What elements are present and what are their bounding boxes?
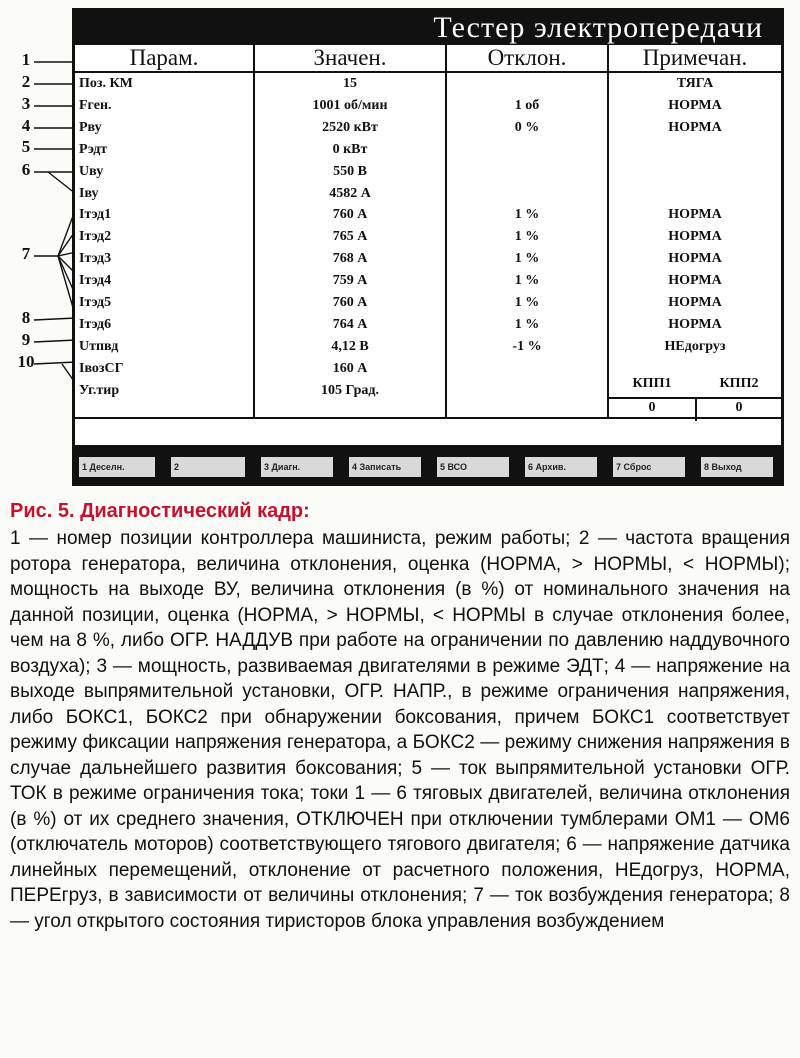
param-cell: Iву xyxy=(79,185,99,201)
value-cell: 760 А xyxy=(332,207,368,223)
param-cell: Iтэд2 xyxy=(79,229,112,245)
param-cell: Iтэд6 xyxy=(79,316,112,332)
note-cell: ТЯГА xyxy=(676,76,714,91)
function-key-6[interactable]: 6 Архив. xyxy=(525,457,597,477)
deviation-cell xyxy=(447,139,607,161)
column-header-row xyxy=(75,45,781,73)
note-cell xyxy=(609,139,781,161)
note-cell xyxy=(609,161,781,183)
param-cell: Iтэд5 xyxy=(79,295,112,310)
deviation-cell: -1 % xyxy=(512,338,542,354)
function-key-8[interactable]: 8 Выход xyxy=(701,457,773,477)
deviation-cell xyxy=(447,358,607,380)
note-cell: НОРМА xyxy=(668,229,722,245)
deviation-cell xyxy=(447,183,607,205)
value-cell: 550 В xyxy=(333,163,367,179)
deviation-cell: 1 % xyxy=(514,273,540,289)
deviation-cell: 1 % xyxy=(514,316,540,332)
callout-number: 9 xyxy=(21,330,31,349)
value-cell: 759 А xyxy=(332,273,368,289)
callout-number: 6 xyxy=(21,160,31,179)
header-deviation: Отклон. xyxy=(487,45,567,70)
kpp2-label: КПП2 xyxy=(719,376,759,391)
param-cell: Iтэд4 xyxy=(79,273,112,289)
note-cell: НОРМА xyxy=(668,119,722,135)
note-cell: НОРМА xyxy=(668,273,722,289)
figure-caption-title: Рис. 5. Диагностический кадр: xyxy=(10,500,310,522)
callout-number: 8 xyxy=(21,308,31,327)
param-cell: Уг.тир xyxy=(79,382,120,398)
deviation-cell: 1 % xyxy=(514,207,540,223)
note-cell: НОРМА xyxy=(668,207,722,223)
header-param: Парам. xyxy=(129,45,199,70)
param-cell: IвозСГ xyxy=(79,360,124,376)
note-cell: НОРМА xyxy=(668,316,722,332)
deviation-cell: 0 % xyxy=(514,119,540,135)
header-note: Примечан. xyxy=(642,45,748,70)
note-cell: НОРМА xyxy=(668,97,722,113)
value-cell: 765 А xyxy=(332,229,368,245)
callout-number: 7 xyxy=(21,244,31,263)
function-key-7[interactable]: 7 Сброс xyxy=(613,457,685,477)
table-bottom-border xyxy=(75,417,781,419)
value-cell: 760 А xyxy=(332,295,368,310)
value-cell: 15 xyxy=(343,76,357,91)
deviation-cell xyxy=(447,73,607,95)
value-cell: 0 кВт xyxy=(332,141,368,157)
deviation-cell: 1 % xyxy=(514,251,540,267)
param-cell: Uву xyxy=(79,163,104,179)
deviation-cell xyxy=(447,380,607,402)
deviation-cell: 1 % xyxy=(514,295,540,310)
screen-title: Тестер электропередачи xyxy=(75,11,781,45)
callout-number: 10 xyxy=(17,352,35,371)
value-cell: 160 А xyxy=(332,360,368,376)
function-key-bar xyxy=(75,447,781,483)
callout-number: 4 xyxy=(21,116,31,135)
note-cell: НОРМА xyxy=(668,251,722,267)
param-cell: Поз. КМ xyxy=(79,76,133,91)
value-cell: 4,12 В xyxy=(331,338,369,354)
header-value: Значен. xyxy=(313,45,387,70)
param-cell: Iтэд1 xyxy=(79,207,112,223)
value-cell: 2520 кВт xyxy=(322,119,378,135)
callout-number: 3 xyxy=(21,94,31,113)
function-key-4[interactable]: 4 Записать xyxy=(349,457,421,477)
function-key-5[interactable]: 5 ВСО xyxy=(437,457,509,477)
param-cell: Iтэд3 xyxy=(79,251,112,267)
diagnostic-screen xyxy=(72,8,784,486)
note-cell xyxy=(609,183,781,205)
note-cell: НОРМА xyxy=(668,295,722,310)
function-key-2[interactable]: 2 xyxy=(171,457,245,477)
kpp1-value: 0 xyxy=(648,400,656,415)
figure-caption-body: 1 — номер позиции контроллера машиниста, режим работы; 2 — частота вращения ротора генератора, величина отклонения, оценка (НОРМА, > НОРМЫ, < НОРМЫ); мощность на выходе ВУ, величина отклонения (в %) от номинального значения на данной позиции, оценка (НОРМА, > НОРМЫ, < НОРМЫ в случае отклонения более, чем на 8 %, либо ОГР. НАДДУВ при работе на ограничении по давлению наддувочного воздуха); 3 — мощность, развиваемая двигателями в режиме ЭДТ; 4 — напряжение на выходе выпрямительной установки, ОГР. НАПР., в режиме ограничения напряжения, либо БОКС1, БОКС2 при обнаружении боксования, причем БОКС1 соответствует режиму фиксации напряжения генератора, а БОКС2 — режиму снижения напряжения в случае дальнейшего развития боксования; 5 — ток выпрямительной установки ОГР. ТОК в режиме ограничения тока; токи 1 — 6 тяговых двигателей, величина отклонения (в %) от их среднего значения, ОТКЛЮЧЕН при отключении тумблерами ОМ1 — ОМ6 (отключатель моторов) соответствующего тягового двигателя; 6 — напряжение датчика линейных перемещений, отклонение от расчетного положения, НЕдогруз, НОРМА, ПЕРЕгруз, в зависимости от величины отклонения; 7 — ток возбуждения генератора; 8 — угол открытого состояния тиристоров блока управления возбуждением xyxy=(10,528,790,932)
kpp2-value: 0 xyxy=(735,400,743,415)
param-cell: Fген. xyxy=(79,97,112,113)
value-cell: 1001 об/мин xyxy=(312,97,388,113)
value-cell: 768 А xyxy=(332,251,368,267)
callout-number: 5 xyxy=(21,137,31,156)
deviation-cell xyxy=(447,161,607,183)
param-cell: Рву xyxy=(79,119,102,135)
note-cell: НЕдогруз xyxy=(664,338,726,354)
callout-number: 1 xyxy=(21,50,31,69)
callout-number: 2 xyxy=(21,72,31,91)
value-cell: 4582 А xyxy=(329,185,371,201)
value-cell: 764 А xyxy=(332,316,368,332)
deviation-cell: 1 % xyxy=(514,229,540,245)
kpp1-label: КПП1 xyxy=(632,376,672,391)
value-cell: 105 Град. xyxy=(321,382,379,398)
param-cell: Uтпвд xyxy=(79,338,119,354)
function-key-3[interactable]: 3 Диагн. xyxy=(261,457,333,477)
param-cell: Рэдт xyxy=(79,141,108,157)
deviation-cell: 1 об xyxy=(514,97,540,113)
function-key-1[interactable]: 1 Деселн. xyxy=(79,457,155,477)
